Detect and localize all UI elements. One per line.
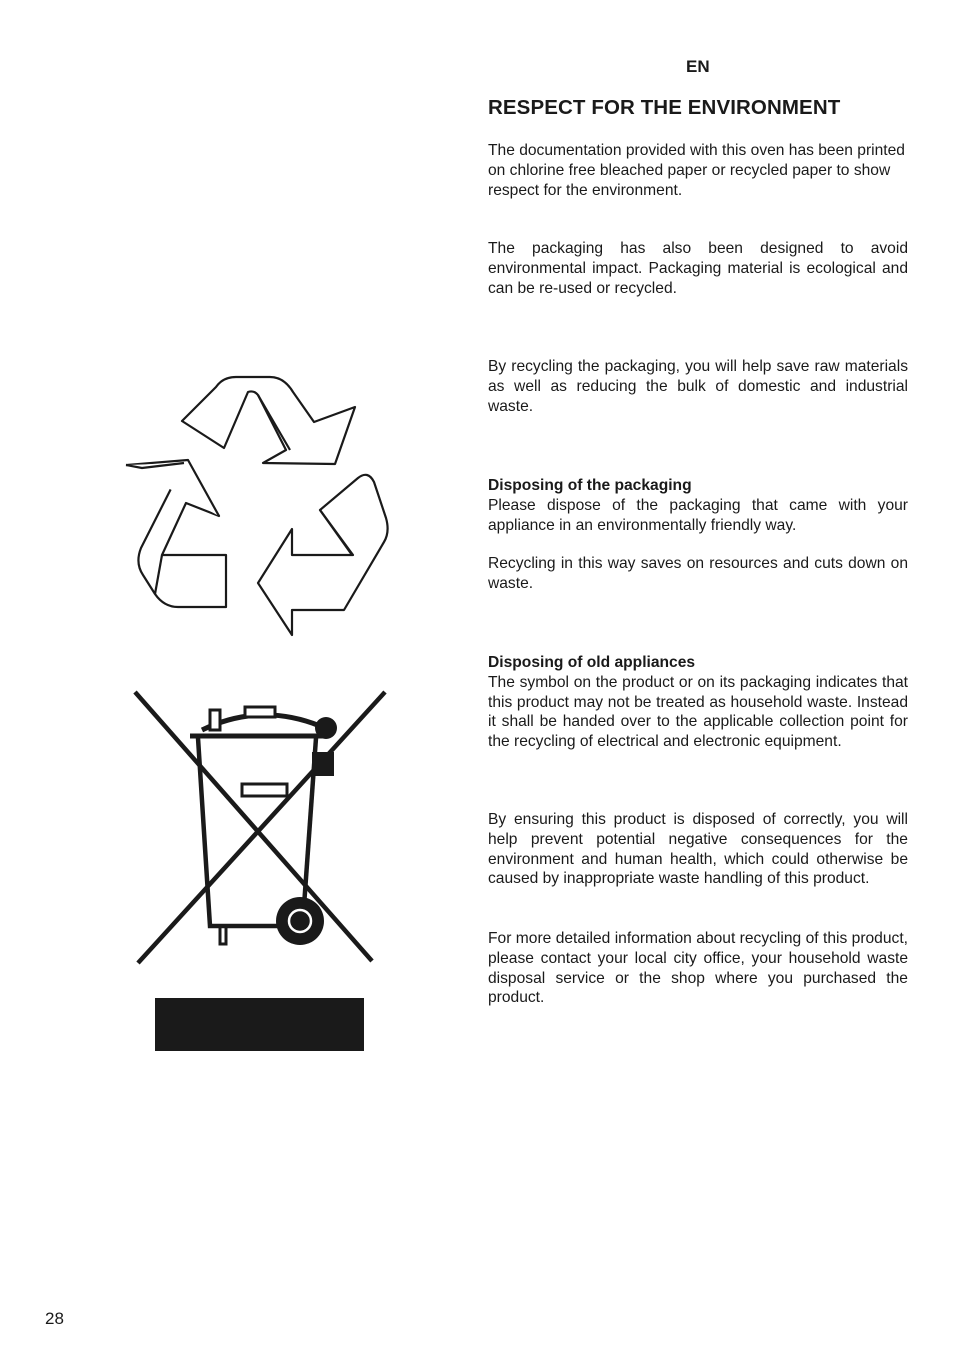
paragraph-packaging-design: The packaging has also been designed to avoid environmental impact. Packaging material is ecological and can be re-used or recycled. [488,240,908,297]
packaging-text-1: Please dispose of the packaging that came with your appliance in an environmentally friendly way. [488,496,908,534]
language-code: EN [686,57,710,76]
appliances-text-1: The symbol on the product or on its packaging indicates that this product may not be treated as household waste. Instead it shall be handed over to the applicable collection point for the recycling of electrical and electronic equipment. [488,673,908,751]
appliances-text-3: For more detailed information about recycling of this product, please contact your local city office, your household waste disposal service or the shop where you purchased the product. [488,930,908,1007]
solid-black-bar [155,998,364,1051]
section-disposing-appliances [488,653,908,752]
section-disposing-packaging [488,476,908,535]
packaging-text-2: Recycling in this way saves on resources and cuts down on waste. [488,555,908,592]
section-heading-appliances: Disposing of old appliances [488,654,696,671]
paragraph-documentation: The documentation provided with this oven has been printed on chlorine free bleached paper or recycled paper to show respect for the environment. [488,142,905,199]
appliances-text-2: By ensuring this product is disposed of correctly, you will help prevent potential negative consequences for the environment and human health, which could otherwise be caused by inappropriate waste handling of this product. [488,811,908,888]
paragraph-recycling-benefit: By recycling the packaging, you will help save raw materials as well as reducing the bulk of domestic and industrial waste. [488,358,908,415]
page-title: RESPECT FOR THE ENVIRONMENT [488,96,841,119]
page-number: 28 [45,1309,64,1328]
section-heading-packaging: Disposing of the packaging [488,477,692,494]
recycle-icon [118,370,398,642]
crossed-out-wheelie-bin-icon [130,686,392,968]
